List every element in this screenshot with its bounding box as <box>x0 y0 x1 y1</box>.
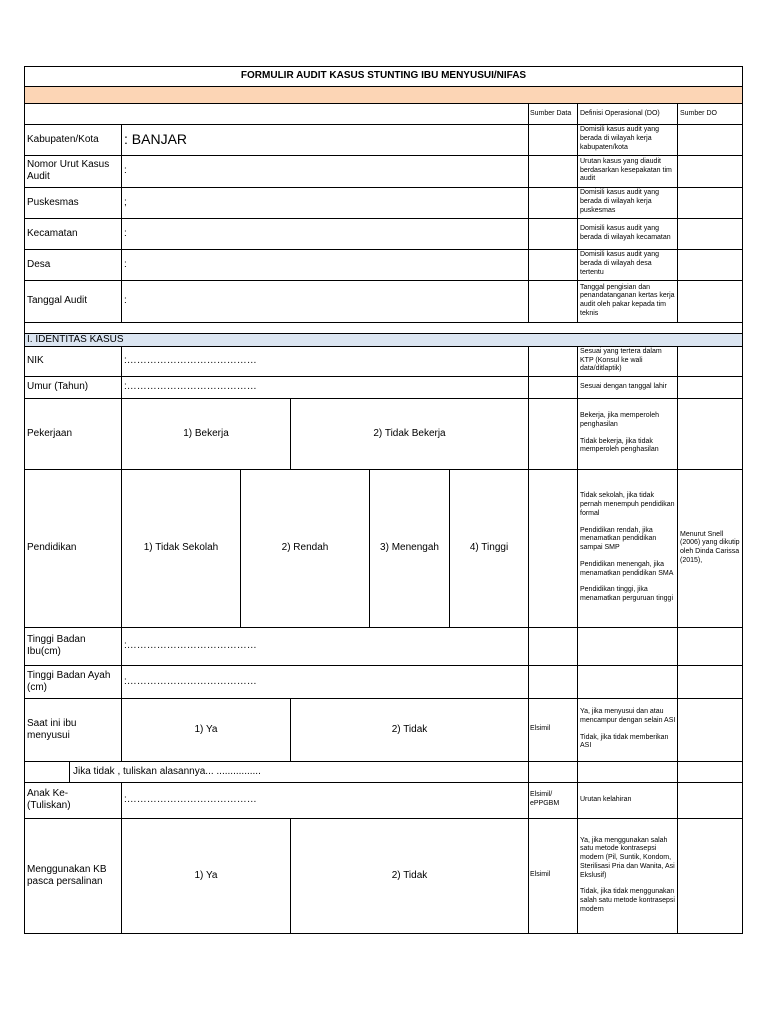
sumber-kb: Elsimil <box>530 871 551 879</box>
do-kabupaten: Domisili kasus audit yang berada di wilayah kerja kabupaten/kota <box>580 126 659 151</box>
rule <box>24 86 743 87</box>
rule <box>577 103 578 323</box>
sumber-menyusui: Elsimil <box>530 725 551 733</box>
rule <box>121 124 122 323</box>
option-menyusui-tidak[interactable]: 2) Tidak <box>391 723 428 735</box>
do-umur: Sesuai dengan tanggal lahir <box>580 382 667 390</box>
label-puskesmas: Puskesmas <box>27 196 79 208</box>
value-tinggi-badan-ibu[interactable]: :………………………………… <box>124 640 257 651</box>
header-sumber-do: Sumber DO <box>680 109 717 117</box>
value-tanggal-audit[interactable]: : <box>124 295 127 306</box>
do-desa: Domisili kasus audit yang berada di wilayah desa tertentu <box>580 251 659 276</box>
option-bekerja[interactable]: 1) Bekerja <box>183 427 229 439</box>
value-nik[interactable]: :………………………………… <box>124 355 257 366</box>
value-tinggi-badan-ayah[interactable]: :………………………………… <box>124 675 257 687</box>
do-menyusui-1: Ya, jika menyusui dan atau mencampur dengan selain ASI <box>580 708 676 724</box>
do-anak-ke: Urutan kelahiran <box>580 795 632 803</box>
sumber-do-pendidikan: Menurut Snell (2006) yang dikutip oleh Dinda Carissa (2015), <box>680 530 740 564</box>
value-umur[interactable]: :………………………………… <box>124 381 257 392</box>
header-definisi-operasional: Definisi Operasional (DO) <box>580 109 660 117</box>
do-kb-2: Tidak, jika tidak menggunakan salah satu metode kontrasepsi modern <box>580 888 675 913</box>
do-pendidikan-4: Pendidikan tinggi, jika menamatkan perguruan tinggi <box>580 586 674 602</box>
do-kecamatan: Domisili kasus audit yang berada di wilayah kecamatan <box>580 224 671 241</box>
label-umur: Umur (Tahun) <box>27 381 89 392</box>
option-menyusui-ya[interactable]: 1) Ya <box>194 723 218 735</box>
rule <box>24 66 25 934</box>
value-puskesmas[interactable]: ; <box>124 196 127 208</box>
do-nik: Sesuai yang tertera dalam KTP (Konsul ke wali data/ditlaptik) <box>580 347 662 373</box>
value-desa[interactable]: : <box>124 258 127 270</box>
form-title: FORMULIR AUDIT KASUS STUNTING IBU MENYUSUI/NIFAS <box>240 70 527 81</box>
option-kb-tidak[interactable]: 2) Tidak <box>391 869 428 881</box>
label-kb: Menggunakan KB pasca persalinan <box>27 863 107 887</box>
do-puskesmas: Domisili kasus audit yang berada di wilayah kerja puskesmas <box>580 189 659 214</box>
rule <box>528 346 529 934</box>
do-pendidikan-1: Tidak sekolah, jika tidak pernah menempuh pendidikan formal <box>580 492 675 517</box>
rule <box>69 761 70 783</box>
label-nomor-urut: Nomor Urut Kasus Audit <box>27 159 110 182</box>
do-pekerjaan <box>580 398 676 469</box>
label-tinggi-badan-ibu: Tinggi Badan Ibu(cm) <box>27 634 86 657</box>
rule <box>24 933 743 934</box>
do-pendidikan-3: Pendidikan menengah, jika menamatkan pendidikan SMA <box>580 560 674 577</box>
value-kabupaten[interactable]: : BANJAR <box>124 131 188 148</box>
do-tanggal-audit: Tanggal pengisian dan penandatanganan kertas kerja audit oleh pakar kepada tim teknis <box>580 283 675 317</box>
option-kb-ya[interactable]: 1) Ya <box>194 869 218 881</box>
do-menyusui-2: Tidak, jika tidak memberikan ASI <box>580 733 669 750</box>
rule <box>742 66 743 934</box>
accent-band <box>24 86 742 103</box>
rule <box>577 346 578 934</box>
label-pendidikan: Pendidikan <box>27 542 77 553</box>
option-tinggi[interactable]: 4) Tinggi <box>469 542 509 553</box>
section-title: I. IDENTITAS KASUS <box>27 333 124 345</box>
label-anak-ke: Anak Ke- (Tuliskan) <box>27 788 71 811</box>
header-sumber-data: Sumber Data <box>530 109 572 117</box>
do-nomor-urut: Urutan kasus yang diaudit berdasarkan kesepakatan tim audit <box>580 157 672 183</box>
do-pekerjaan-2: Tidak bekerja, jika tidak memperoleh penghasilan <box>580 437 659 454</box>
label-tinggi-badan-ayah: Tinggi Badan Ayah (cm) <box>27 669 111 693</box>
label-desa: Desa <box>27 258 51 270</box>
label-tanggal-audit: Tanggal Audit <box>27 295 88 306</box>
label-pekerjaan: Pekerjaan <box>27 427 73 439</box>
value-anak-ke[interactable]: :………………………………… <box>124 794 257 805</box>
rule <box>24 322 743 323</box>
sumber-anak-ke: Elsimil/ ePPGBM <box>530 791 560 807</box>
do-kb <box>580 818 676 933</box>
option-tidak-sekolah[interactable]: 1) Tidak Sekolah <box>143 542 219 553</box>
do-menyusui <box>580 698 676 761</box>
do-kb-1: Ya, jika menggunakan salah satu metode kontrasepsi modern (Pil, Suntik, Kondom, Sterilisasi Pria dan Wanita, Asi Ekslusif) <box>580 836 675 879</box>
rule <box>677 346 678 934</box>
label-menyusui: Saat ini ibu menyusui <box>27 717 77 741</box>
do-pekerjaan-1: Bekerja, jika memperoleh penghasilan <box>580 412 659 428</box>
alasan-field[interactable]: Jika tidak , tuliskan alasannya... ................ <box>73 765 261 777</box>
rule <box>528 103 529 323</box>
option-tidak-bekerja[interactable]: 2) Tidak Bekerja <box>373 427 446 439</box>
label-kabupaten: Kabupaten/Kota <box>27 133 99 145</box>
value-nomor-urut[interactable]: : <box>124 165 127 176</box>
option-menengah[interactable]: 3) Menengah <box>380 542 439 553</box>
rule <box>677 103 678 323</box>
do-pendidikan-2: Pendidikan rendah, jika menamatkan pendidikan sampai SMP <box>580 526 657 551</box>
label-nik: NIK <box>27 355 44 366</box>
do-pendidikan <box>580 469 676 627</box>
option-rendah[interactable]: 2) Rendah <box>281 542 329 553</box>
value-kecamatan[interactable]: : <box>124 227 127 239</box>
label-kecamatan: Kecamatan <box>27 227 78 239</box>
